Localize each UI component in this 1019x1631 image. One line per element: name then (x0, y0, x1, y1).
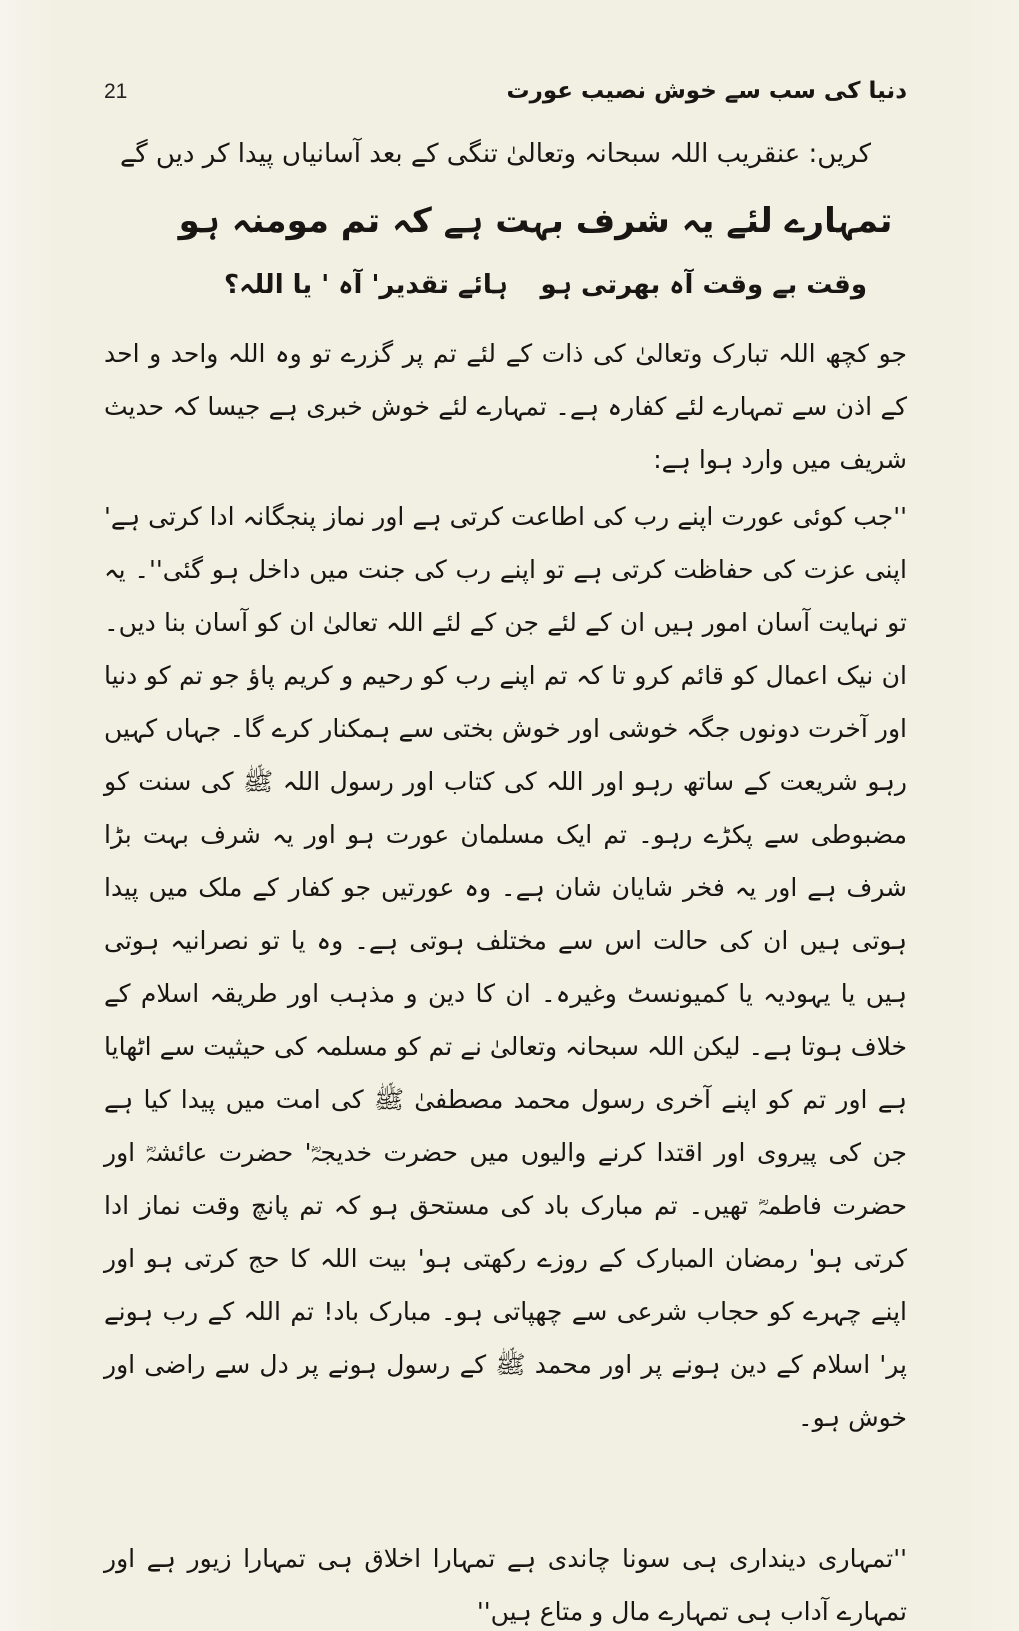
paragraph-intro: جو کچھ اللہ تبارک وتعالیٰ کی ذات کے لئے تم پر گزرے تو وہ اللہ واحد و احد کے اذن سے تمہارے لئے کفارہ ہے۔ تمہارے لئے خوش خبری ہے جیسا کہ حدیث شریف میں وارد ہوا ہے: (104, 338, 907, 474)
verse-line (104, 261, 907, 310)
page-number: 21 (104, 80, 128, 103)
paragraph-main: ''جب کوئی عورت اپنے رب کی اطاعت کرتی ہے اور نماز پنجگانہ ادا کرتی ہے' اپنی عزت کی حفاظت کرتی ہے تو اپنے رب کی جنت میں داخل ہو گئی''۔ یہ تو نہایت آسان امور ہیں ان کے لئے جن کے لئے اللہ تعالیٰ ان کو آسان بنا دیں۔ ان نیک اعمال کو قائم کرو تا کہ تم اپنے رب کو رحیم و کریم پاؤ جو تم کو دنیا اور آخرت دونوں جگہ خوشی اور خوش بختی سے ہمکنار کرے گا۔ جہاں کہیں رہو شریعت کے ساتھ رہو اور اللہ کی کتاب اور رسول اللہ ﷺ کی سنت کو مضبوطی سے پکڑے رہو۔ تم ایک مسلمان عورت ہو اور یہ شرف بہت بڑا شرف ہے اور یہ فخر شایان شان ہے۔ وہ عورتیں جو کفار کے ملک میں پیدا ہوتی ہیں ان کی حالت اس سے مختلف ہوتی ہے۔ وہ یا تو نصرانیہ ہوتی ہیں یا یہودیہ یا کمیونسٹ وغیرہ۔ ان کا دین و مذہب اور طریقہ اسلام کے خلاف ہوتا ہے۔ لیکن اللہ سبحانہ وتعالیٰ نے تم کو مسلمہ کی حیثیت سے اٹھایا ہے اور تم کو اپنے آخری رسول محمد مصطفیٰ ﷺ کی امت میں پیدا کیا ہے جن کی پیروی اور اقتدا کرنے والیوں میں حضرت خدیجہؓ' حضرت عائشہؓ اور حضرت فاطمہؓ تھیں۔ تم مبارک باد کی مستحق ہو کہ تم پانچ وقت نماز ادا کرتی ہو' رمضان المبارک کے روزے رکھتی ہو' بیت اللہ کا حج کرتی ہو اور اپنے چہرے کو حجاب شرعی سے چھپاتی ہو۔ مبارک باد! تم اللہ کے رب ہونے پر' اسلام کے دین ہونے پر اور محمد ﷺ کے رسول ہونے پر دل سے راضی اور خوش ہو۔ (104, 501, 907, 1432)
verse-hemistich-left: ہائے تقدیر' آہ ' یا اللہ؟ (224, 270, 508, 301)
emphasis-line: تمہارے لئے یہ شرف بہت ہے کہ تم مومنہ ہو (178, 201, 893, 242)
closing-quote: ''تمہاری دینداری ہی سونا چاندی ہے تمہارا اخلاق ہی تمہارا زیور ہے اور تمہارے آداب ہی تمہارے مال و متاع ہیں'' (104, 1543, 907, 1626)
verse-hemistich-right: وقت بے وقت آہ بھرتی ہو (540, 270, 867, 301)
intro-line: کریں: عنقریب اللہ سبحانہ وتعالیٰ تنگی کے بعد آسانیاں پیدا کر دیں گے (119, 139, 871, 169)
page-header (104, 78, 907, 104)
page-header-title: دنیا کی سب سے خوش نصیب عورت (506, 78, 907, 104)
